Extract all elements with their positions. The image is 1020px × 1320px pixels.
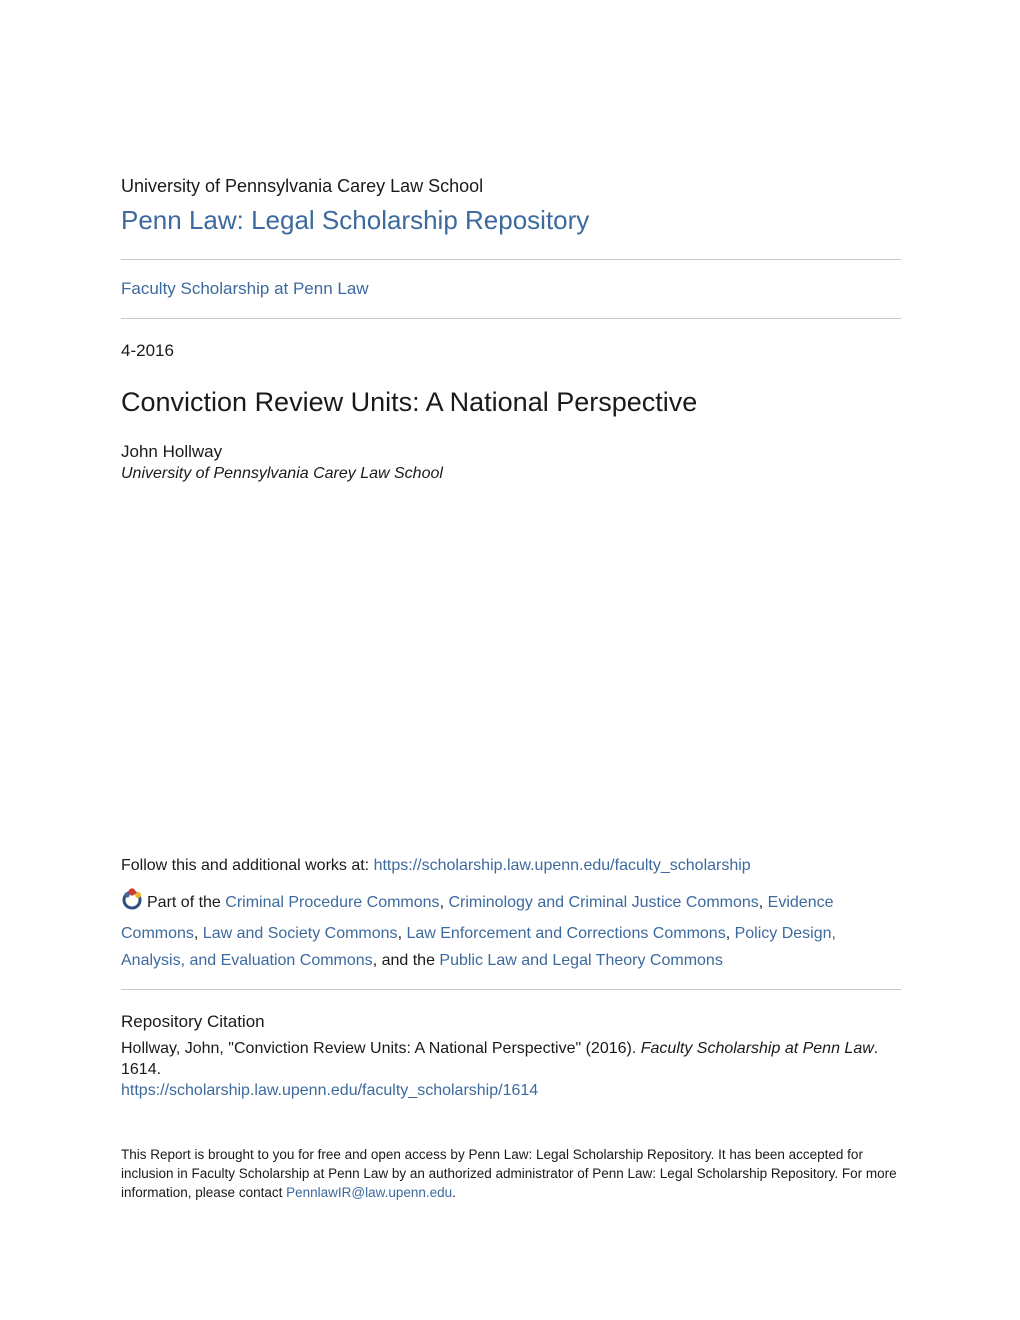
follow-label: Follow this and additional works at: xyxy=(121,857,374,874)
divider xyxy=(121,318,901,319)
series-link[interactable]: Faculty Scholarship at Penn Law xyxy=(121,279,369,298)
publication-date: 4-2016 xyxy=(121,341,174,360)
separator: , xyxy=(193,924,203,942)
citation-journal: Faculty Scholarship at Penn Law xyxy=(640,1040,874,1057)
footer-text: This Report is brought to you for free and open access by Penn Law: Legal Scholarship Repository. It has been accepted for inclusion in Faculty Scholarship at Penn Law by an authorized administrator of Penn Law: Legal Scholarship Repository. For more information, please contact xyxy=(121,1147,897,1200)
commons-link[interactable]: Criminology and Criminal Justice Commons xyxy=(448,894,759,911)
institution-name: University of Pennsylvania Carey Law School xyxy=(121,176,484,196)
contact-email-link[interactable]: PennlawIR@law.upenn.edu xyxy=(286,1185,453,1200)
divider xyxy=(121,259,901,260)
separator: , xyxy=(758,894,768,911)
separator: , xyxy=(397,924,407,942)
commons-link[interactable]: Public Law and Legal Theory Commons xyxy=(439,952,723,969)
follow-url-link[interactable]: https://scholarship.law.upenn.edu/faculty_scholarship xyxy=(373,857,751,874)
commons-link[interactable]: Evidence Commons xyxy=(121,894,834,942)
network-icon xyxy=(121,888,143,920)
separator: , and the xyxy=(372,952,440,969)
footer-end: . xyxy=(452,1185,456,1200)
part-of-prefix: Part of the xyxy=(147,894,226,911)
commons-link[interactable]: Policy Design, Analysis, and Evaluation Commons xyxy=(121,924,836,969)
commons-link[interactable]: Law and Society Commons xyxy=(202,924,398,942)
citation-url-link[interactable]: https://scholarship.law.upenn.edu/faculty_scholarship/1614 xyxy=(121,1082,539,1099)
author-affiliation: University of Pennsylvania Carey Law School xyxy=(121,465,443,482)
commons-link[interactable]: Law Enforcement and Corrections Commons xyxy=(406,924,726,942)
author-name: John Hollway xyxy=(121,442,223,461)
document-title: Conviction Review Units: A National Perspective xyxy=(121,387,698,417)
citation-heading: Repository Citation xyxy=(121,1012,265,1031)
separator: , xyxy=(439,894,449,911)
follow-line xyxy=(121,857,901,875)
separator: , xyxy=(725,924,735,942)
divider xyxy=(121,989,901,990)
repository-link[interactable]: Penn Law: Legal Scholarship Repository xyxy=(121,205,590,235)
citation-post: . 1614. xyxy=(121,1040,879,1078)
part-of-commons xyxy=(121,888,901,975)
citation-pre: Hollway, John, "Conviction Review Units: A National Perspective" (2016). xyxy=(121,1040,641,1057)
commons-link[interactable]: Criminal Procedure Commons xyxy=(225,894,440,911)
citation-text xyxy=(121,1038,901,1101)
footer-notice xyxy=(121,1145,901,1202)
